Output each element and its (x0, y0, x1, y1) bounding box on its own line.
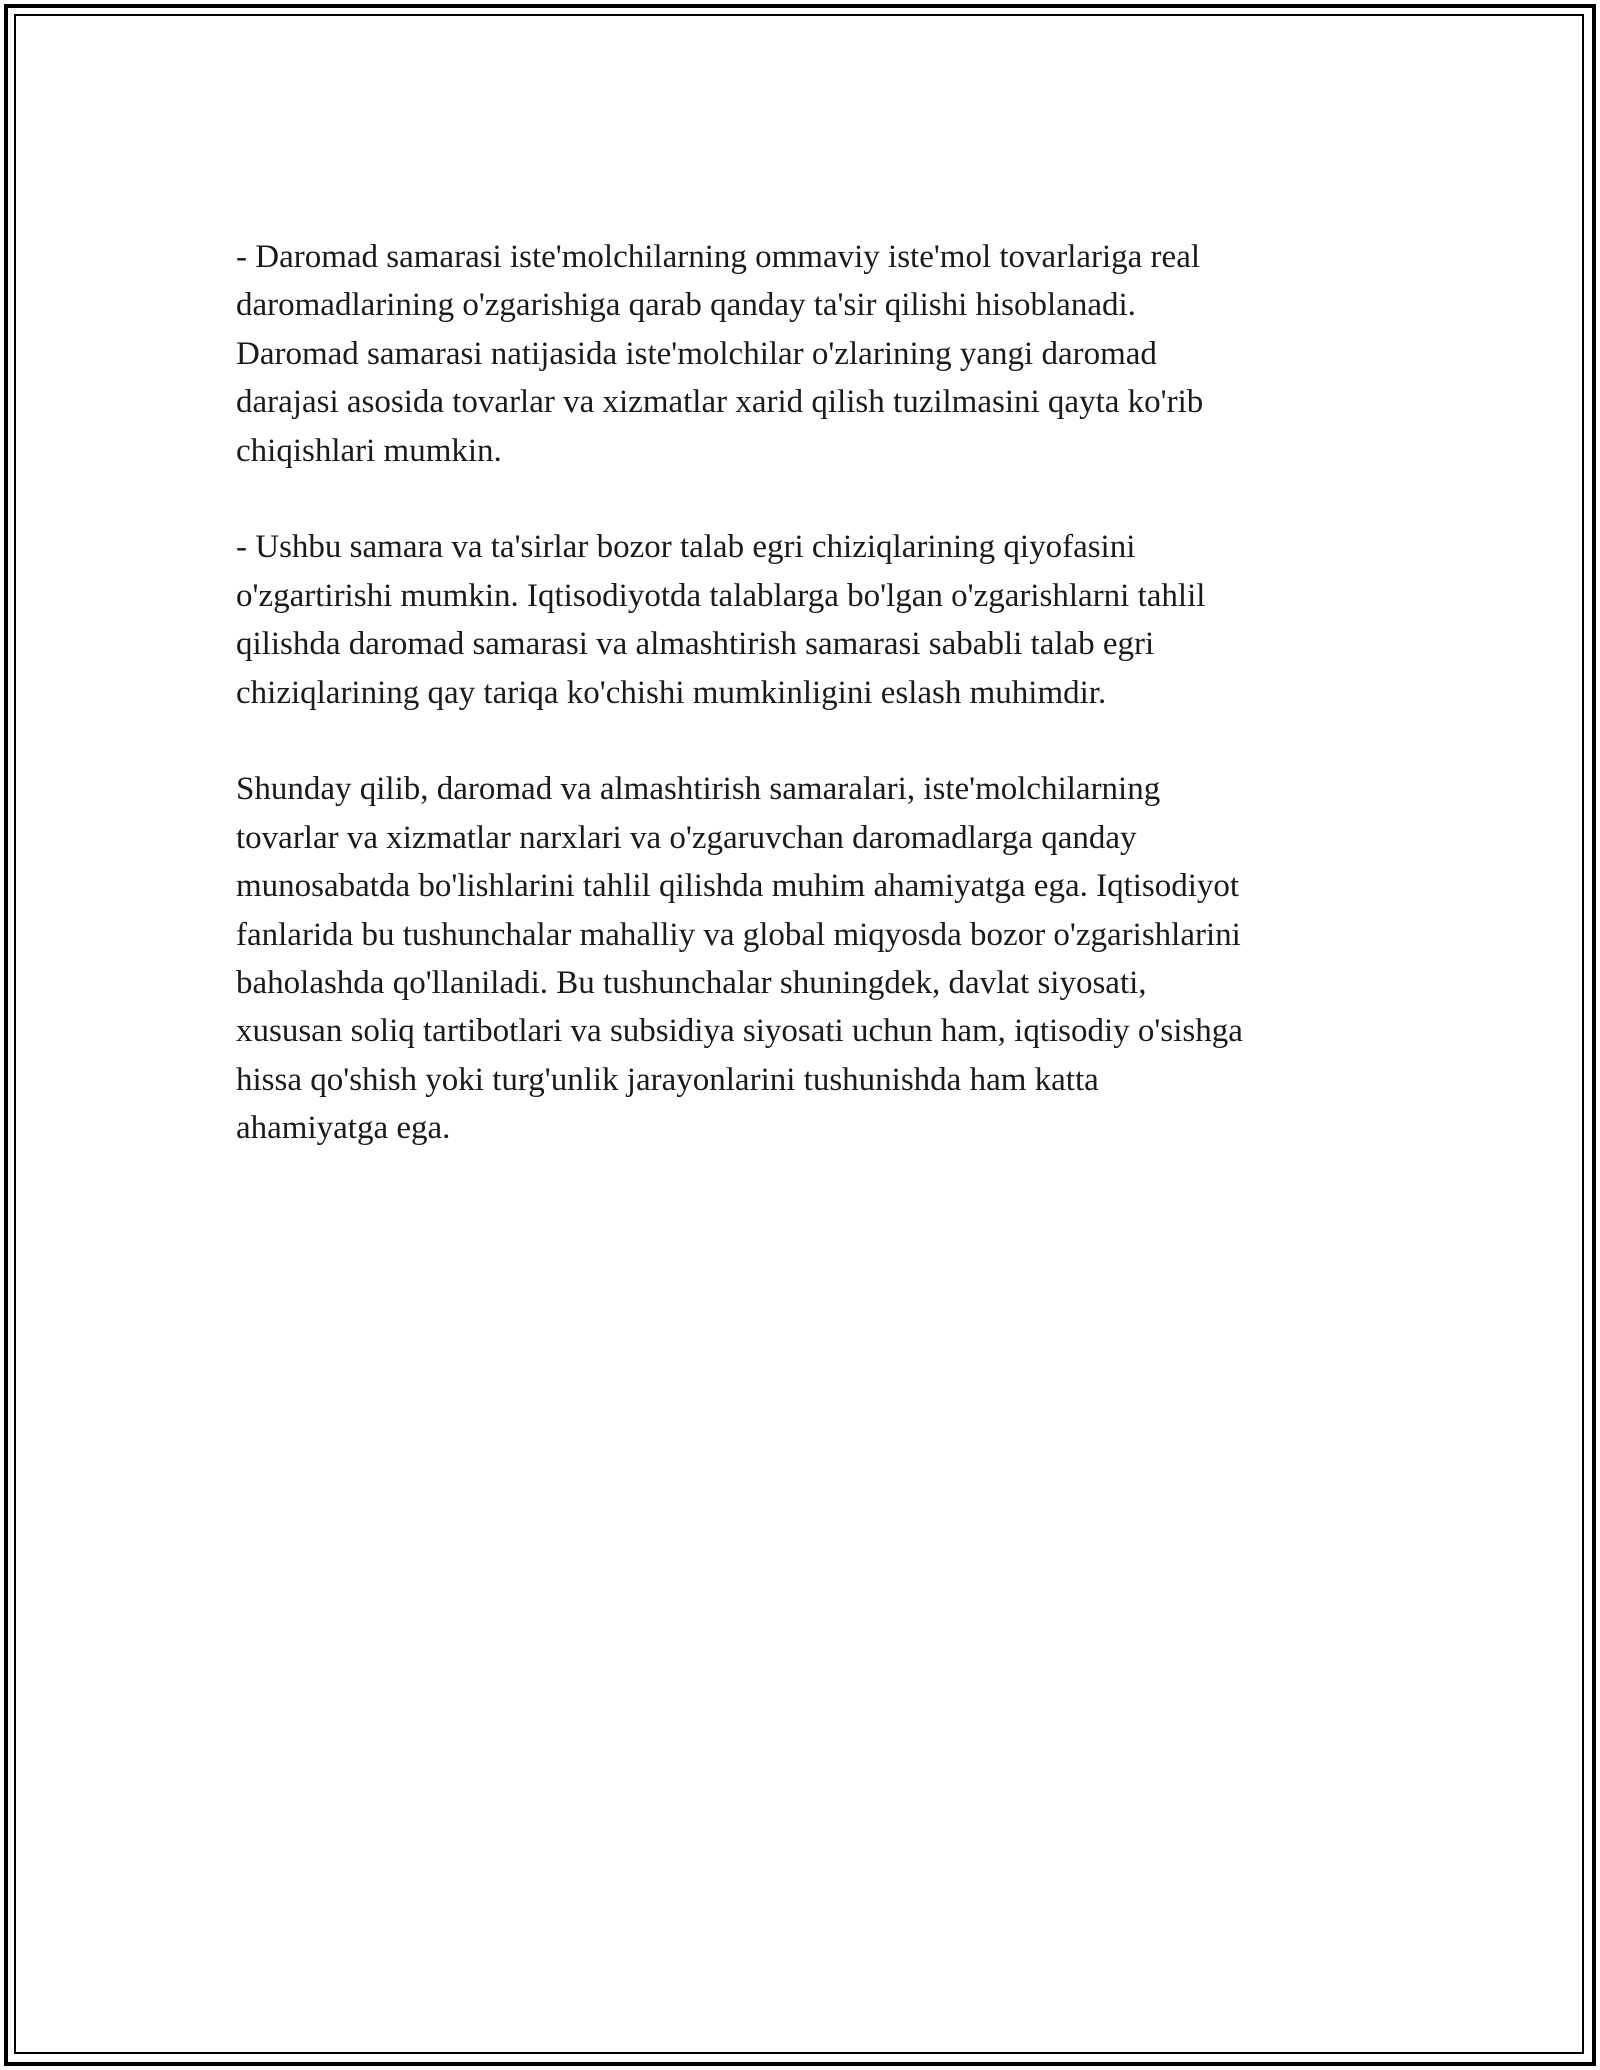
text-line: chiziqlarining qay tariqa ko'chishi mumkinligini eslash muhimdir. (236, 674, 1107, 711)
text-line: - Daromad samarasi iste'molchilarning ommaviy iste'mol tovarlariga real (236, 239, 1201, 275)
text-line: Daromad samarasi natijasida iste'molchilar o'zlarining yangi daromad (236, 335, 1157, 372)
text-line: ahamiyatga ega. (236, 1110, 451, 1147)
text-line: hissa qo'shish yoki turg'unlik jarayonlarini tushunishda ham katta (236, 1061, 1099, 1098)
text-line: munosabatda bo'lishlarini tahlil qilishda muhim ahamiyatga ega. Iqtisodiyot (236, 868, 1240, 905)
document-body (236, 233, 1376, 1201)
text-line: Shunday qilib, daromad va almashtirish samaralari, iste'molchilarning (236, 771, 1161, 808)
text-line: o'zgartirishi mumkin. Iqtisodiyotda talablarga bo'lgan o'zgarishlarni tahlil (236, 577, 1206, 614)
text-line: qilishda daromad samarasi va almashtirish samarasi sababli talab egri (236, 626, 1155, 663)
paragraph-income-effect (236, 233, 1376, 475)
text-line: xususan soliq tartibotlari va subsidiya siyosati uchun ham, iqtisodiy o'sishga (236, 1013, 1243, 1050)
text-line: tovarlar va xizmatlar narxlari va o'zgaruvchan daromadlarga qanday (236, 819, 1137, 856)
text-line: fanlarida bu tushunchalar mahalliy va global miqyosda bozor o'zgarishlarini (236, 916, 1241, 953)
text-line: daromadlarining o'zgarishiga qarab qanday ta'sir qilishi hisoblanadi. (236, 287, 1136, 324)
paragraph-demand-curves (236, 523, 1376, 717)
paragraph-conclusion (236, 765, 1376, 1152)
text-line: darajasi asosida tovarlar va xizmatlar xarid qilish tuzilmasini qayta ko'rib (236, 384, 1204, 421)
text-line: baholashda qo'llaniladi. Bu tushunchalar shuningdek, davlat siyosati, (236, 965, 1147, 1002)
text-line: - Ushbu samara va ta'sirlar bozor talab egri chiziqlarining qiyofasini (236, 529, 1136, 566)
text-line: chiqishlari mumkin. (236, 432, 502, 469)
